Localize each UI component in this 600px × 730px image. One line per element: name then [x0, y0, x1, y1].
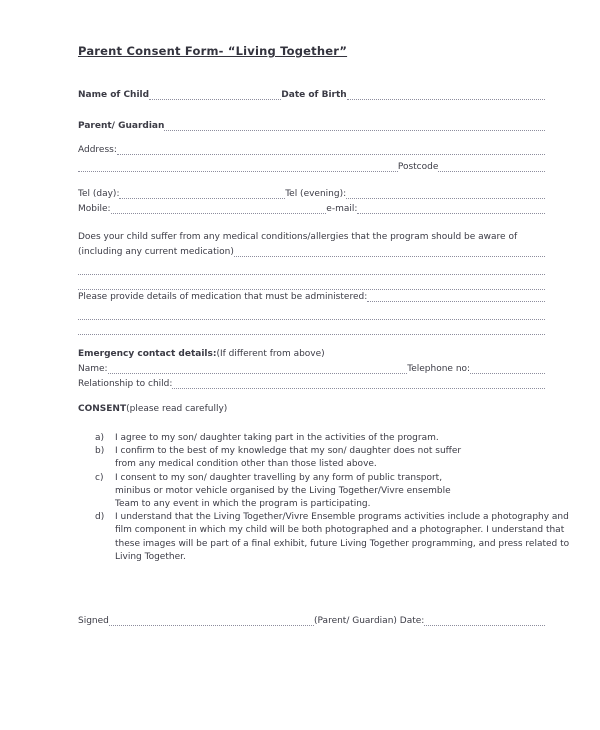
- email-label: e-mail:: [326, 204, 358, 214]
- emergency-telephone-label: Telephone no:: [407, 364, 471, 374]
- consent-item-b-text: I confirm to the best of my knowledge that my son/ daughter does not suffer from any medical condition other than those listed above.: [115, 446, 462, 470]
- signed-label: Signed: [78, 616, 109, 627]
- medication-fill-line-1: [367, 301, 545, 302]
- field-row-address: [78, 143, 545, 158]
- consent-item-c-marker: c): [95, 472, 104, 483]
- address-fill-line: [117, 154, 545, 155]
- consent-item-a-text: I agree to my son/ daughter taking part in the activities of the program.: [115, 433, 439, 443]
- name-of-child-fill-line: [149, 99, 281, 100]
- field-row-name-dob: [78, 88, 545, 103]
- consent-item-d: [95, 511, 585, 564]
- medical-fill-line-1: [234, 256, 545, 257]
- tel-evening-fill-line: [346, 198, 545, 199]
- consent-heading: CONSENT: [78, 404, 127, 414]
- medical-question-line2: [78, 245, 545, 260]
- postcode-label: Postcode: [397, 162, 439, 172]
- emergency-name-label: Name:: [78, 364, 108, 374]
- postcode-fill-line: [438, 171, 545, 172]
- emergency-heading-row: [78, 347, 545, 362]
- tel-day-label: Tel (day):: [78, 189, 120, 199]
- name-of-child-label: Name of Child: [78, 90, 150, 100]
- mobile-fill-line: [111, 213, 327, 214]
- consent-item-b: [95, 445, 585, 471]
- parent-guardian-label: Parent/ Guardian: [78, 121, 165, 131]
- tel-evening-label: Tel (evening):: [285, 189, 347, 199]
- consent-item-c-text: I consent to my son/ daughter travelling by any form of public transport, minibus or motor vehicle organised by the Living Together/Vivre ensemble Team to any event in which the program is participating.: [115, 472, 451, 510]
- relationship-fill-line: [172, 388, 545, 389]
- emergency-heading-suffix: (If different from above): [216, 349, 325, 359]
- consent-heading-suffix: (please read carefully): [126, 404, 228, 414]
- current-medication-label: (including any current medication): [78, 247, 234, 257]
- date-of-birth-label: Date of Birth: [281, 90, 347, 100]
- tel-day-fill-line: [119, 198, 285, 199]
- page-title: Parent Consent Form- “Living Together”: [78, 44, 348, 58]
- medication-fill-line-3: [78, 320, 545, 335]
- medical-fill-line-3: [78, 275, 545, 290]
- field-row-parent-guardian: [78, 119, 545, 134]
- medical-question-line1: Does your child suffer from any medical conditions/allergies that the program should be aware of: [78, 232, 518, 242]
- consent-item-c: [95, 472, 585, 512]
- date-of-birth-fill-line: [347, 99, 545, 100]
- mobile-label: Mobile:: [78, 204, 111, 214]
- signature-fill-line: [109, 625, 314, 626]
- email-fill-line: [357, 213, 545, 214]
- emergency-name-fill-line: [108, 373, 408, 374]
- parent-guardian-fill-line: [164, 130, 545, 131]
- parent-guardian-date-label: (Parent/ Guardian) Date:: [314, 616, 425, 627]
- field-row-telephone: [78, 187, 545, 202]
- medication-fill-line-2: [78, 305, 545, 320]
- emergency-telephone-fill-line: [470, 373, 545, 374]
- consent-item-b-marker: b): [95, 446, 105, 457]
- medication-details-label: Please provide details of medication that must be administered:: [78, 292, 368, 302]
- address-fill-line-2: [78, 171, 398, 172]
- emergency-name-row: [78, 362, 545, 377]
- field-row-mobile-email: [78, 202, 545, 217]
- consent-heading-row: [78, 402, 545, 417]
- address-label: Address:: [78, 145, 117, 155]
- signature-row: [78, 614, 545, 629]
- date-fill-line: [424, 625, 545, 626]
- consent-item-a: [95, 432, 585, 445]
- consent-item-d-text: I understand that the Living Together/Vivre Ensemble programs activities include a photography and film component in which my child will be both photographed and a photographer. I understand that these images will be part of a final exhibit, future Living Together programming, and press related to Living Together.: [115, 512, 570, 562]
- medication-details-row: [78, 290, 545, 305]
- emergency-relationship-row: [78, 377, 545, 392]
- consent-items-list: [95, 432, 585, 564]
- field-row-postcode: [78, 160, 545, 175]
- relationship-label: Relationship to child:: [78, 379, 173, 389]
- medical-fill-line-2: [78, 260, 545, 275]
- consent-item-a-marker: a): [95, 433, 105, 443]
- consent-item-d-marker: d): [95, 512, 105, 523]
- emergency-heading: Emergency contact details:: [78, 349, 217, 359]
